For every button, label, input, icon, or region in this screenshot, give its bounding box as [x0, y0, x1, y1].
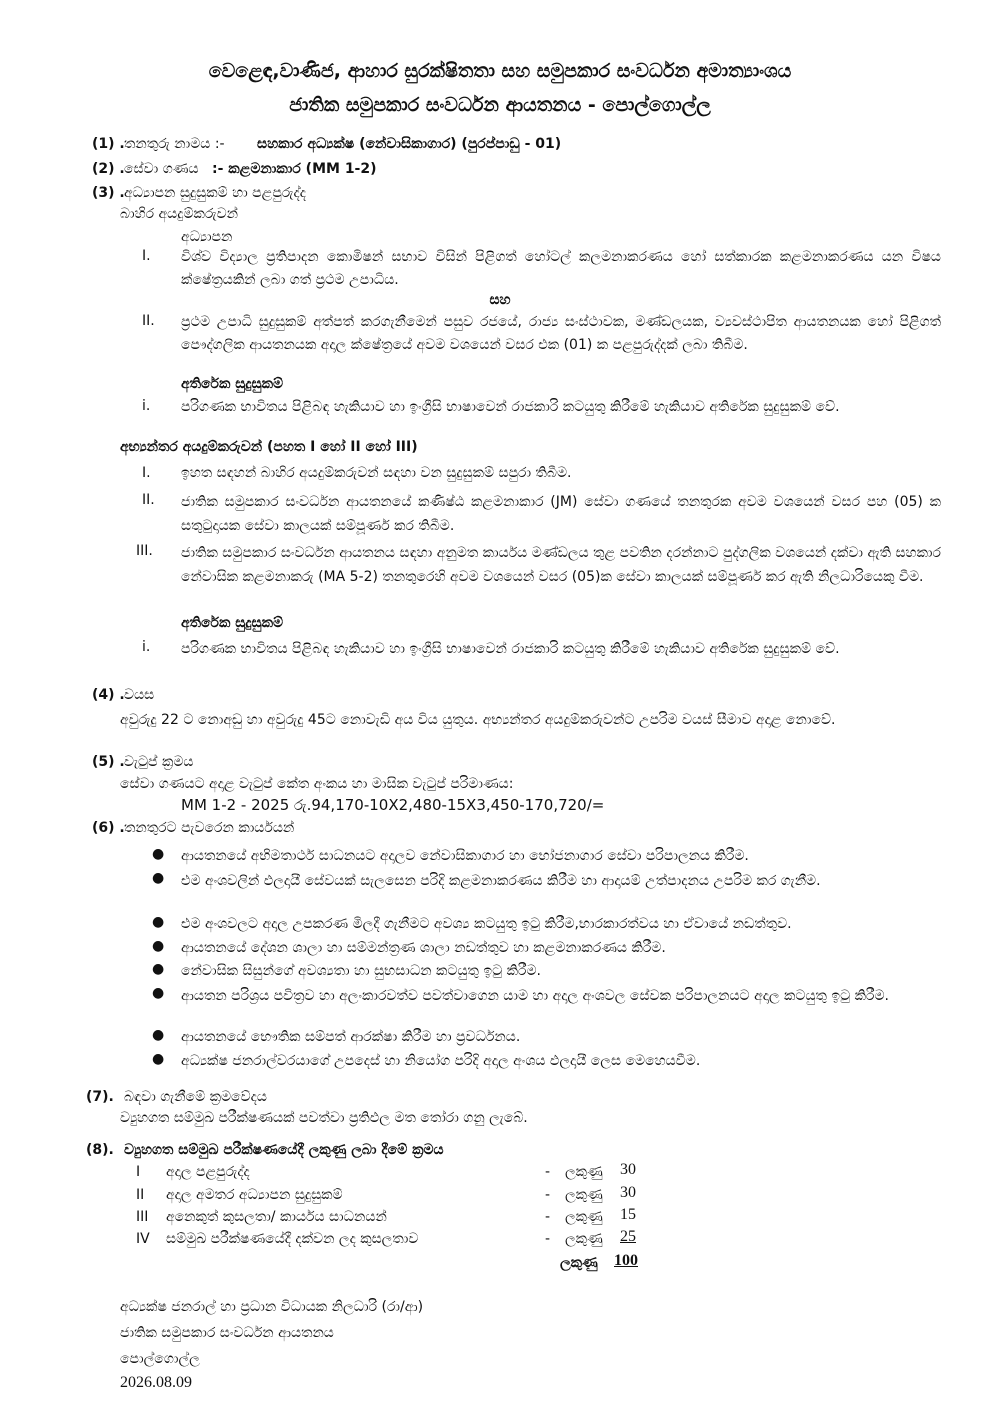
internal-i-number: I.	[142, 465, 151, 481]
marks-row-value: 30	[620, 1161, 636, 1178]
internal-iii-text: ජාතික සමුපකාර සංවර්ධන ආයතනය සඳහා අනුමත කාර්යය මණ්ඩලය තුළ පවතින දරන්නාට පුද්ගලික වශයෙන් දක්වා ඇති සහකාර නේවාසික කළමනාකරු (MA 5-2) තනතුරෙහි අවම වශයෙන් වසර (05)ක සේවා කාලයක් සම්පූර්ණ කර ඇති නිලධාරියෙකු වීම.	[181, 545, 941, 585]
and-connector: සහ	[489, 292, 511, 308]
s5-number: (5) .	[92, 754, 125, 770]
marks-row-number: IV	[136, 1231, 150, 1247]
duty-item: ආයතනයේ අභිමතාර්ථ සාධනයට අදාලව නේවාසිකාගාර හා භෝජනාගාර සේවා පරිපාලනය කිරීම.	[181, 848, 749, 864]
total-marks-value: 100	[614, 1252, 638, 1269]
marks-row-dash: -	[545, 1209, 551, 1225]
marks-row-dash: -	[545, 1187, 551, 1203]
s2-label: සේවා ගණය	[124, 161, 199, 177]
total-marks-unit: ලකුණු	[560, 1255, 598, 1271]
internal-heading: අභ්‍යන්තර අයදුම්කරුවන් (පහත I හෝ II හෝ III)	[120, 439, 418, 455]
s7-text: ව්‍යුහගත සම්මුඛ පරීක්ෂණයක් පවත්වා ප්‍රතිඵල මත තෝරා ගනු ලැබේ.	[120, 1110, 528, 1126]
ministry-title: වෙළෙඳ,වාණිජ, ආහාර සුරක්ෂිතතා සහ සමුපකාර සංවර්ධන අමාත්‍යාංශය	[208, 60, 792, 82]
s2-number: (2) .	[92, 161, 125, 177]
internal-additional-text: පරිගණක භාවිතය පිළිබඳ හැකියාව හා ඉංග්‍රීසි භාෂාවෙන් රාජකාරි කටයුතු කිරීමේ හැකියාව අතිරේක සුදුසුකම් වේ.	[181, 641, 840, 657]
bullet-icon: ●	[152, 938, 165, 954]
s7-title: බඳවා ගැනීමේ ක්‍රමවේදය	[124, 1089, 267, 1105]
external-i-number: I.	[142, 248, 151, 264]
s3-title: අධ්‍යාපන සුදුසුකම් හා පළපුරුද්ද	[124, 185, 306, 201]
duty-item: ආයතන පරිශ්‍රය පවිත්‍රව හා අලංකාරවත්ව පවත්වාගෙන යාම හා අදාල අංශවල සේවක පරිපාලනයට අදාල කටයුතු ඉටු කිරීම.	[181, 988, 889, 1004]
internal-i-text: ඉහත සඳහන් බාහිර අයදුම්කරුවන් සඳහා වන සුදුසුකම් සපුරා තිබීම.	[181, 465, 572, 481]
external-additional-number: i.	[142, 398, 151, 414]
marks-row-item: අනෙකුත් කුසලතා/ කාර්යය සාධනයන්	[166, 1209, 387, 1225]
duty-item: අධ්‍යක්ෂ ජනරාල්වරයාගේ උපදෙස් හා නියෝග පරිදි අදාල අංශය ඵලදායී ලෙස මෙහෙයවීම.	[181, 1053, 701, 1069]
signatory-institute: ජාතික සමුපකාර සංවර්ධන ආයතනය	[120, 1325, 334, 1341]
marks-row-number: III	[136, 1209, 149, 1225]
marks-row-item: සම්මුඛ පරීක්ෂණයේදී දක්වන ලද කුසලතාව	[166, 1231, 419, 1247]
s1-value: සහකාර අධ්‍යක්ෂ (නේවාසිකාගාර) (පුරප්පාඩු - 01)	[257, 136, 562, 152]
bullet-icon: ●	[152, 985, 165, 1001]
marks-row-value: 25	[620, 1228, 636, 1245]
signatory-title: අධ්‍යක්ෂ ජනරාල් හා ප්‍රධාන විධායක නිලධාරි (රා/ආ)	[120, 1299, 424, 1315]
internal-iii-number: III.	[136, 543, 153, 559]
external-heading: බාහිර අයදුම්කරුවන්	[120, 206, 239, 222]
internal-additional-number: i.	[142, 639, 151, 655]
signatory-location: පොල්ගොල්ල	[120, 1351, 200, 1367]
s8-number: (8).	[86, 1142, 114, 1158]
s7-number: (7).	[86, 1089, 114, 1105]
duty-item: ආයතනයේ භෞතික සම්පත් ආරක්ෂා කිරීම හා ප්‍රවර්ධනය.	[181, 1029, 521, 1045]
marks-row-item: අදාල අමතර අධ්‍යාපන සුදුසුකම්	[166, 1187, 343, 1203]
external-ii-text: ප්‍රථම උපාධි සුදුසුකම් අත්පත් කරගැනීමෙන් පසුව රජයේ, රාජ්‍ය සංස්ථාවක, මණ්ඩලයක, ව්‍යවස්ථාපිත ආයතනයක හෝ පිළිගත් පෞද්ගලික ආයතනයක අදාල ක්ෂේත්‍රයේ අවම වශයෙන් වසර එක (01) ක පළපුරුද්දක් ලබා තිබීම.	[181, 314, 941, 353]
s4-text: අවුරුදු 22 ට නොඅඩු හා අවුරුදු 45ට නොවැඩි අය විය යුතුය. අභ්‍යන්තර අයදුම්කරුවන්ට උපරිම වයස් සීමාව අදාළ නොවේ.	[120, 712, 836, 728]
bullet-icon: ●	[152, 870, 165, 886]
marks-row-value: 15	[620, 1206, 636, 1223]
s1-number: (1) .	[92, 136, 125, 152]
marks-row-dash: -	[545, 1164, 551, 1180]
marks-row-value: 30	[620, 1184, 636, 1201]
bullet-icon: ●	[152, 914, 165, 930]
s3-number: (3) .	[92, 185, 125, 201]
external-additional-text: පරිගණක භාවිතය පිළිබඳ හැකියාව හා ඉංග්‍රීසි භාෂාවෙන් රාජකාරි කටයුතු කිරීමේ හැකියාව අතිරේක සුදුසුකම් වේ.	[181, 399, 840, 415]
bullet-icon: ●	[152, 846, 165, 862]
external-education-label: අධ්‍යාපන	[181, 229, 233, 245]
marks-row-unit: ලකුණු	[565, 1187, 603, 1203]
external-ii-number: II.	[142, 313, 155, 329]
marks-row-number: II	[136, 1187, 145, 1203]
duty-item: නේවාසික සිසුන්ගේ අවශ්‍යතා හා සුභසාධන කටයුතු ඉටු කිරීම.	[181, 963, 541, 979]
duty-item: එම අංශවලින් ඵලදායී සේවයක් සැලසෙන පරිදි කළමනාකරණය කිරීම හා ආදායම් උත්පාදනය උපරිම කර ගැනීම.	[181, 873, 821, 889]
s5-line1: සේවා ගණයට අදාළ වැටුප් කේත අංකය හා මාසික වැටුප් පරිමාණය:	[120, 776, 514, 792]
s4-number: (4) .	[92, 687, 125, 703]
bullet-icon: ●	[152, 1051, 165, 1067]
marks-row-item: අදාල පළපුරුද්ද	[166, 1164, 250, 1180]
external-additional-heading: අතිරේක සුදුසුකම්	[181, 376, 284, 392]
internal-ii-text: ජාතික සමුපකාර සංවර්ධන ආයතනයේ කණිෂ්ඨ කළමනාකාර (JM) සේවා ගණයේ තනතුරක අවම වශයෙන් වසර පහ (05) ක සතුටුදායක සේවා කාලයක් සම්පූර්ණ කර තිබීම.	[181, 494, 941, 534]
bullet-icon: ●	[152, 1027, 165, 1043]
s2-value: :- කළමනාකාර (MM 1-2)	[212, 161, 377, 177]
institute-title: ජාතික සමුපකාර සංවර්ධන ආයතනය - පොල්ගොල්ල	[289, 94, 711, 116]
document-date: 2026.08.09	[120, 1374, 192, 1391]
marks-row-dash: -	[545, 1231, 551, 1247]
marks-row-unit: ලකුණු	[565, 1231, 603, 1247]
bullet-icon: ●	[152, 961, 165, 977]
s8-title: ව්‍යුහගත සම්මුඛ පරීක්ෂණයේදී ලකුණු ලබා දීමේ ක්‍රමය	[124, 1142, 444, 1158]
s6-number: (6) .	[92, 820, 125, 836]
s5-title: වැටුප් ක්‍රමය	[124, 754, 194, 770]
s4-title: වයස	[124, 687, 155, 703]
internal-ii-number: II.	[142, 492, 155, 508]
internal-additional-heading: අතිරේක සුදුසුකම්	[181, 615, 284, 631]
s6-title: තනතුරට පැවරෙන කාර්යයන්	[124, 820, 295, 836]
marks-row-unit: ලකුණු	[565, 1209, 603, 1225]
marks-row-unit: ලකුණු	[565, 1164, 603, 1180]
external-i-text: විශ්ව විද්‍යාල ප්‍රතිපාදන කොමිෂන් සභාව විසින් පිළිගත් හෝටල් කලමනාකරණය හෝ සත්කාරක කළමනාකරණය යන විෂය ක්ෂේත්‍රයකින් ලබා ගත් ප්‍රථම උපාධිය.	[181, 249, 941, 288]
duty-item: එම අංශවලට අදාල උපකරණ මිලදී ගැනීමට අවශ්‍ය කටයුතු ඉටු කිරීම,භාරකාරත්වය හා ඒවායේ නඩත්තුව.	[181, 916, 792, 932]
marks-row-number: I	[136, 1164, 141, 1180]
salary-scale: MM 1-2 - 2025 රු.94,170-10X2,480-15X3,450-170,720/=	[181, 796, 605, 814]
s1-label: තනතුරු නාමය :-	[124, 136, 225, 152]
duty-item: ආයතනයේ දේශන ශාලා හා සම්මන්ත්‍රණ ශාලා නඩත්තුව හා කළමනාකරණය කිරීම.	[181, 940, 666, 956]
